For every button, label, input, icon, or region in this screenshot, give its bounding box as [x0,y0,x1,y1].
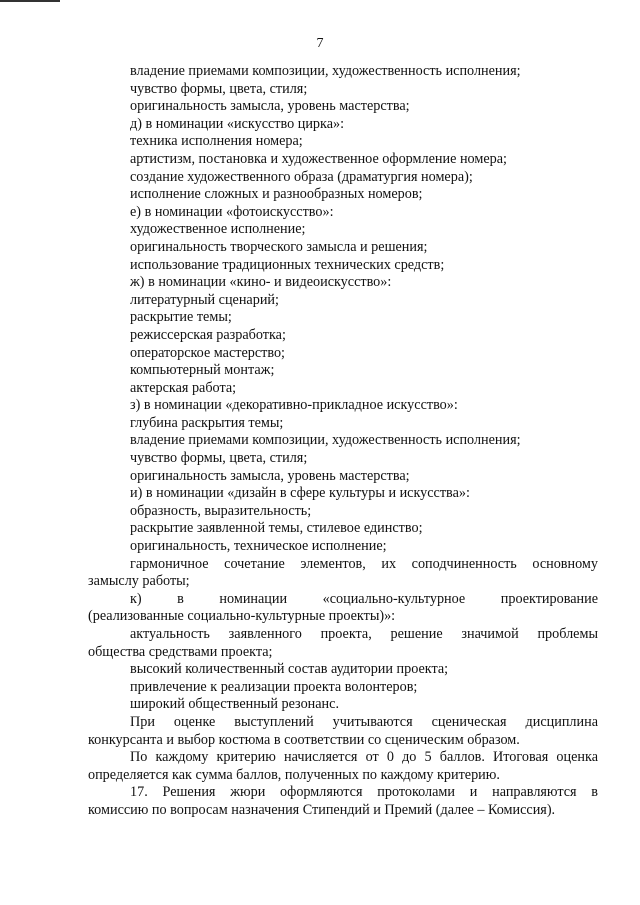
text-line: владение приемами композиции, художественность исполнения; [130,63,521,79]
text-line: привлечение к реализации проекта волонтеров; [130,678,418,695]
scan-edge-mark [0,0,60,2]
paragraph-line: При оценке выступлений учитываются сценическая дисциплина [130,713,598,730]
text-line: чувство формы, цвета, стиля; [130,80,308,97]
section-heading: к) в номинации «социально-культурное проектирование [130,590,598,607]
text-line: создание художественного образа (драматургия номера); [130,168,473,185]
section-heading: з) в номинации «декоративно-прикладное искусство»: [130,397,458,414]
text-line: оригинальность замысла, уровень мастерства; [130,98,410,115]
section-heading-continued: (реализованные социально-культурные проекты)»: [88,608,396,625]
text-line: высокий количественный состав аудитории проекта; [130,661,449,678]
text-line: актуальность заявленного проекта, решение значимой проблемы [130,626,598,642]
text-line: широкий общественный резонанс. [130,696,339,713]
text-line: компьютерный монтаж; [130,362,275,379]
text-line: оригинальность, техническое исполнение; [130,538,387,555]
text-line: замыслу работы; [88,573,190,590]
text-line: раскрытие темы; [130,309,232,326]
paragraph-line: комиссию по вопросам назначения Стипендий и Премий (далее – Комиссия). [88,801,556,818]
text-line: оригинальность замысла, уровень мастерства; [130,467,410,484]
paragraph-line: 17. Решения жюри оформляются протоколами и направляются в [130,784,598,801]
text-line: образность, выразительность; [130,502,312,519]
text-line: режиссерская разработка; [130,326,286,343]
section-heading: ж) в номинации «кино- и видеоискусство»: [130,274,392,291]
text-line: оригинальность творческого замысла и решения; [130,238,428,255]
text-line: чувство формы, цвета, стиля; [130,450,308,467]
text-line: исполнение сложных и разнообразных номеров; [130,186,423,203]
paragraph-line: По каждому критерию начисляется от 0 до 5 баллов. Итоговая оценка [130,749,598,766]
section-heading: и) в номинации «дизайн в сфере культуры и искусства»: [130,485,470,502]
text-line: глубина раскрытия темы; [130,414,284,431]
text-line: раскрытие заявленной темы, стилевое единство; [130,520,423,537]
text-line: владение приемами композиции, художественность исполнения; [130,432,521,449]
text-line: техника исполнения номера; [130,133,303,150]
document-body [88,63,598,820]
text-line: художественное исполнение; [130,221,306,238]
paragraph-line: конкурсанта и выбор костюма в соответствии со сценическим образом. [88,731,520,748]
section-heading: д) в номинации «искусство цирка»: [130,115,345,132]
text-line: операторское мастерство; [130,344,285,361]
text-line: актерская работа; [130,379,237,396]
text-line: использование традиционных технических средств; [130,256,445,273]
page-number: 7 [316,36,324,51]
text-line: артистизм, постановка и художественное оформление номера; [130,150,507,167]
text-line: общества средствами проекта; [88,643,273,660]
text-line: гармоничное сочетание элементов, их соподчиненность основному [130,555,598,572]
section-heading: е) в номинации «фотоискусство»: [130,203,334,220]
text-line: литературный сценарий; [130,291,279,308]
paragraph-line: определяется как сумма баллов, полученных по каждому критерию. [88,766,500,783]
